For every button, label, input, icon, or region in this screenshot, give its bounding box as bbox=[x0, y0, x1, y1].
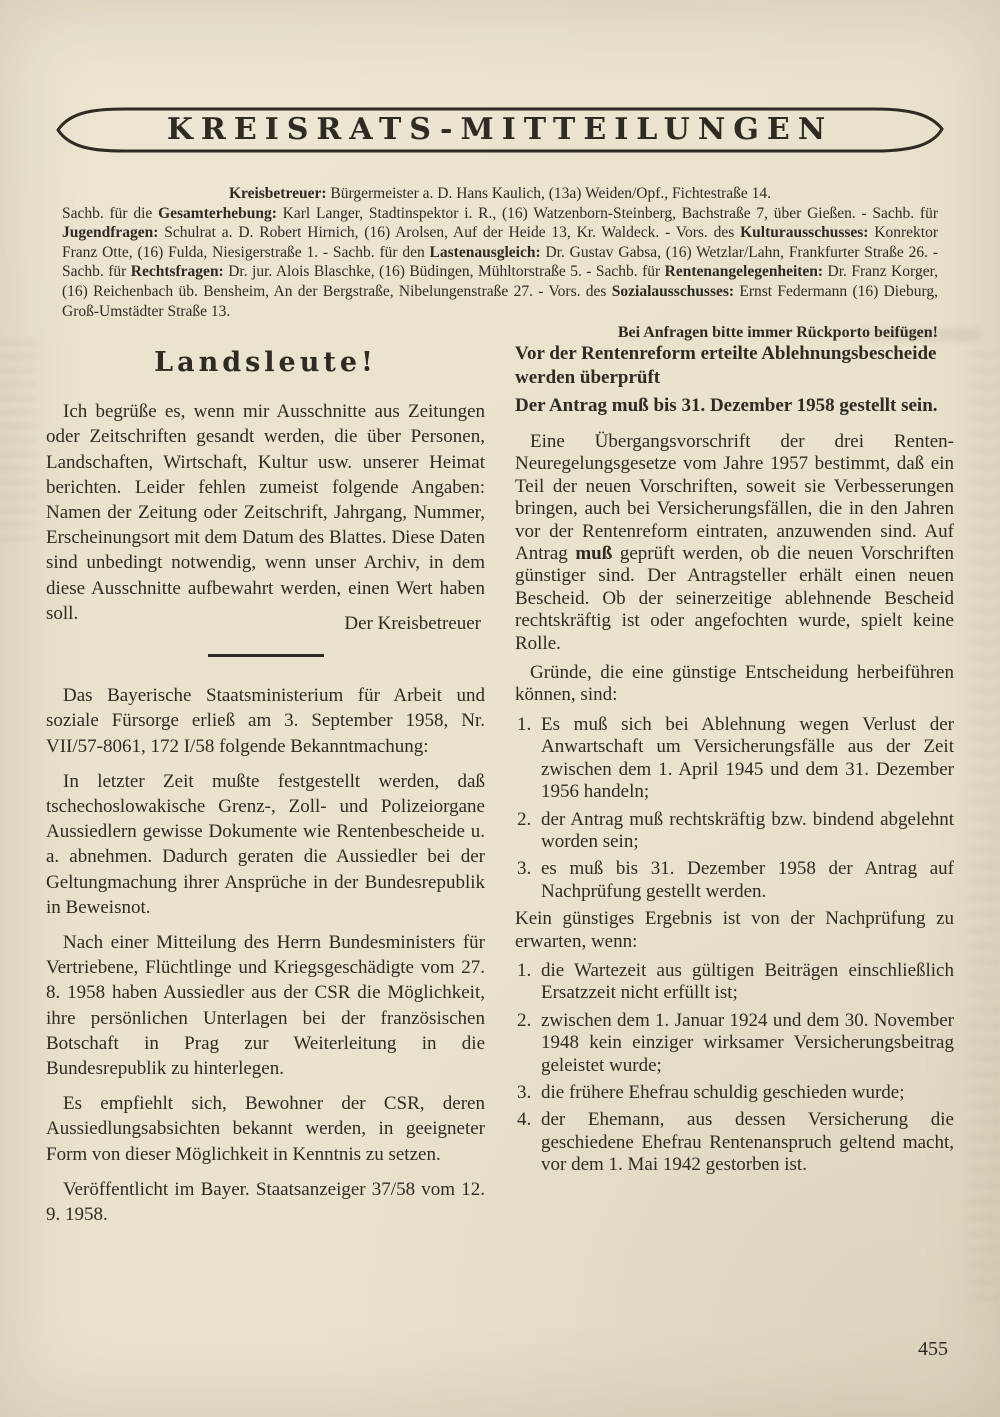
item-number: 2. bbox=[517, 1009, 532, 1031]
signature: Der Kreisbetreuer bbox=[344, 613, 481, 635]
masthead-banner bbox=[50, 100, 950, 160]
numbered-item bbox=[515, 1109, 954, 1176]
page-number: 455 bbox=[918, 1338, 948, 1360]
masthead bbox=[62, 184, 938, 343]
paragraph-uebergangsvorschrift: Eine Übergangsvorschrift der drei Renten-Neuregelungsgesetze vom Jahre 1957 bestimmt, daß ein Teil der neuen Vorschriften, soweit sie Verbesserungen bringen, auch bei Versicherungsfällen, die in den Jahren vor der Rentenreform eintraten, anzuwenden sind. Auf Antrag muß geprüft werden, ob die neuen Vorschriften günstiger sind. Der Antragsteller erhält einen neuen Bescheid. Ob der seinerzeitige ablehnende Bescheid rechtskräftig ist oder angefochten wurde, spielt keine Rolle. bbox=[515, 431, 954, 654]
numbered-item bbox=[515, 809, 954, 854]
right-column bbox=[515, 342, 954, 1237]
numbered-item bbox=[515, 1010, 954, 1077]
bleedthrough-smudge bbox=[966, 340, 1000, 1300]
article-title: Landsleute! bbox=[154, 347, 377, 378]
paragraph-documents: In letzter Zeit mußte festgestellt werden, daß tschechoslowakische Grenz-, Zoll- und Polizeiorgane Aussiedlern gewisse Dokumente wie Rentenbescheide u. a. abnehmen. Dadurch geraten die Aussiedler bei der Geltungmachung ihrer Ansprüche in der Bundesrepublik in Beweisnot. bbox=[46, 770, 485, 918]
left-column bbox=[46, 342, 485, 1237]
numbered-item bbox=[515, 1082, 954, 1104]
content-columns bbox=[46, 342, 954, 1237]
page-title: KREISRATS-MITTEILUNGEN bbox=[166, 111, 834, 147]
divider-rule bbox=[208, 654, 324, 657]
item-number: 4. bbox=[517, 1109, 532, 1131]
item-text: es muß bis 31. Dezember 1958 der Antrag auf Nachprüfung gestellt werden. bbox=[541, 858, 954, 902]
item-text: der Antrag muß rechtskräftig bzw. bindend abgelehnt worden sein; bbox=[541, 808, 954, 852]
bleedthrough-smudge bbox=[0, 330, 36, 540]
paragraph-ministry: Das Bayerische Staatsministerium für Arbeit und soziale Fürsorge erließ am 3. September 1958, Nr. VII/57-8061, 172 I/58 folgende Bekanntmachung: bbox=[46, 685, 485, 757]
masthead-notice: Bei Anfragen bitte immer Rückporto beifügen! bbox=[617, 324, 938, 342]
paragraph-gruende: Gründe, die eine günstige Entscheidung herbeiführen können, sind: bbox=[515, 662, 954, 706]
item-number: 3. bbox=[517, 858, 532, 880]
paragraph-veroeffentlicht: Veröffentlicht im Bayer. Staatsanzeiger 37/58 vom 12. 9. 1958. bbox=[46, 1178, 485, 1226]
numbered-item bbox=[515, 714, 954, 804]
item-text: Es muß sich bei Ablehnung wegen Verlust der Anwartschaft um Versicherungsfälle aus der Zeit zwischen dem 1. April 1945 und dem 31. Dezember 1956 handeln; bbox=[541, 713, 954, 803]
masthead-line-1: Kreisbetreuer: Bürgermeister a. D. Hans Kaulich, (13a) Weiden/Opf., Fichtestraße 14. bbox=[228, 185, 772, 202]
item-text: der Ehemann, aus dessen Versicherung die geschiedene Ehefrau Rentenanspruch geltend macht, vor dem 1. Mai 1942 gestorben ist. bbox=[541, 1109, 954, 1176]
item-number: 2. bbox=[517, 808, 532, 830]
masthead-body: Sachb. für die Gesamterhebung: Karl Langer, Stadtinspektor i. R., (16) Watzenborn-Steinberg, Bachstraße 7, über Gießen. - Sachb. für Jugendfragen: Schulrat a. D. Robert Hirnich, (16) Arolsen, Auf der Heide 13, Kr. Waldeck. - Vors. des Kulturausschusses: Konrektor Franz Otte, (16) Fulda, Niesigerstraße 1. - Sachb. für den Lastenausgleich: Dr. Gustav Gabsa, (16) Wetzlar/Lahn, Frankfurter Straße 26. - Sachb. für Rechtsfragen: Dr. jur. Alois Blaschke, (16) Büdingen, Mühltorstraße 5. - Sachb. für Rentenangelegenheiten: Dr. Franz Korger, (16) Reichenbach üb. Bensheim, An der Bergstraße, Nibelungenstraße 27. - Vors. des Sozialausschusses: Ernst Federmann (16) Dieburg, Groß-Umstädter Straße 13. bbox=[62, 204, 939, 320]
item-text: die Wartezeit aus gültigen Beiträgen einschließlich Ersatzzeit nicht erfüllt ist; bbox=[541, 959, 954, 1004]
paragraph-empfehlung: Es empfiehlt sich, Bewohner der CSR, deren Aussiedlungsabsichten bekannt werden, in geeigneter Form von dieser Möglichkeit in Kenntnis zu setzen. bbox=[46, 1093, 485, 1165]
item-number: 1. bbox=[517, 713, 532, 735]
item-text: zwischen dem 1. Januar 1924 und dem 30. November 1948 kein einziger wirksamer Versicherungsbeitrag geleistet wurde; bbox=[541, 1009, 954, 1076]
item-number: 1. bbox=[517, 959, 532, 981]
numbered-item bbox=[515, 960, 954, 1005]
numbered-item bbox=[515, 858, 954, 903]
item-text: die frühere Ehefrau schuldig geschieden wurde; bbox=[541, 1081, 905, 1103]
paragraph-kein-ergebnis: Kein günstiges Ergebnis ist von der Nachprüfung zu erwarten, wenn: bbox=[515, 908, 954, 952]
paragraph-greeting: Ich begrüße es, wenn mir Ausschnitte aus Zeitungen oder Zeitschriften gesandt werden, die über Personen, Landschaften, Wirtschaft, Kultur usw. unserer Heimat berichten. Leider fehlen zumeist folgende Angaben: Namen der Zeitung oder Zeitschrift, Jahrgang, Nummer, Erscheinungsort mit dem Datum des Blattes. Diese Daten sind unbedingt notwendig, wenn unser Archiv, in dem diese Ausschnitte aufbewahrt werden, einen Wert haben soll. bbox=[46, 401, 485, 624]
paragraph-mitteilung: Nach einer Mitteilung des Herrn Bundesministers für Vertriebene, Flüchtlinge und Kriegsgeschädigte vom 27. 8. 1958 haben Aussiedler aus der CSR die Möglichkeit, ihre persönlichen Unterlagen bei der französischen Botschaft in Prag zur Weiterleitung in die Bundesrepublik zu hinterlegen. bbox=[46, 932, 485, 1080]
item-number: 3. bbox=[517, 1081, 532, 1103]
article-heading: Vor der Rentenreform erteilte Ablehnungsbescheide werden überprüft bbox=[515, 343, 937, 388]
article-subheading: Der Antrag muß bis 31. Dezember 1958 gestellt sein. bbox=[515, 395, 938, 416]
